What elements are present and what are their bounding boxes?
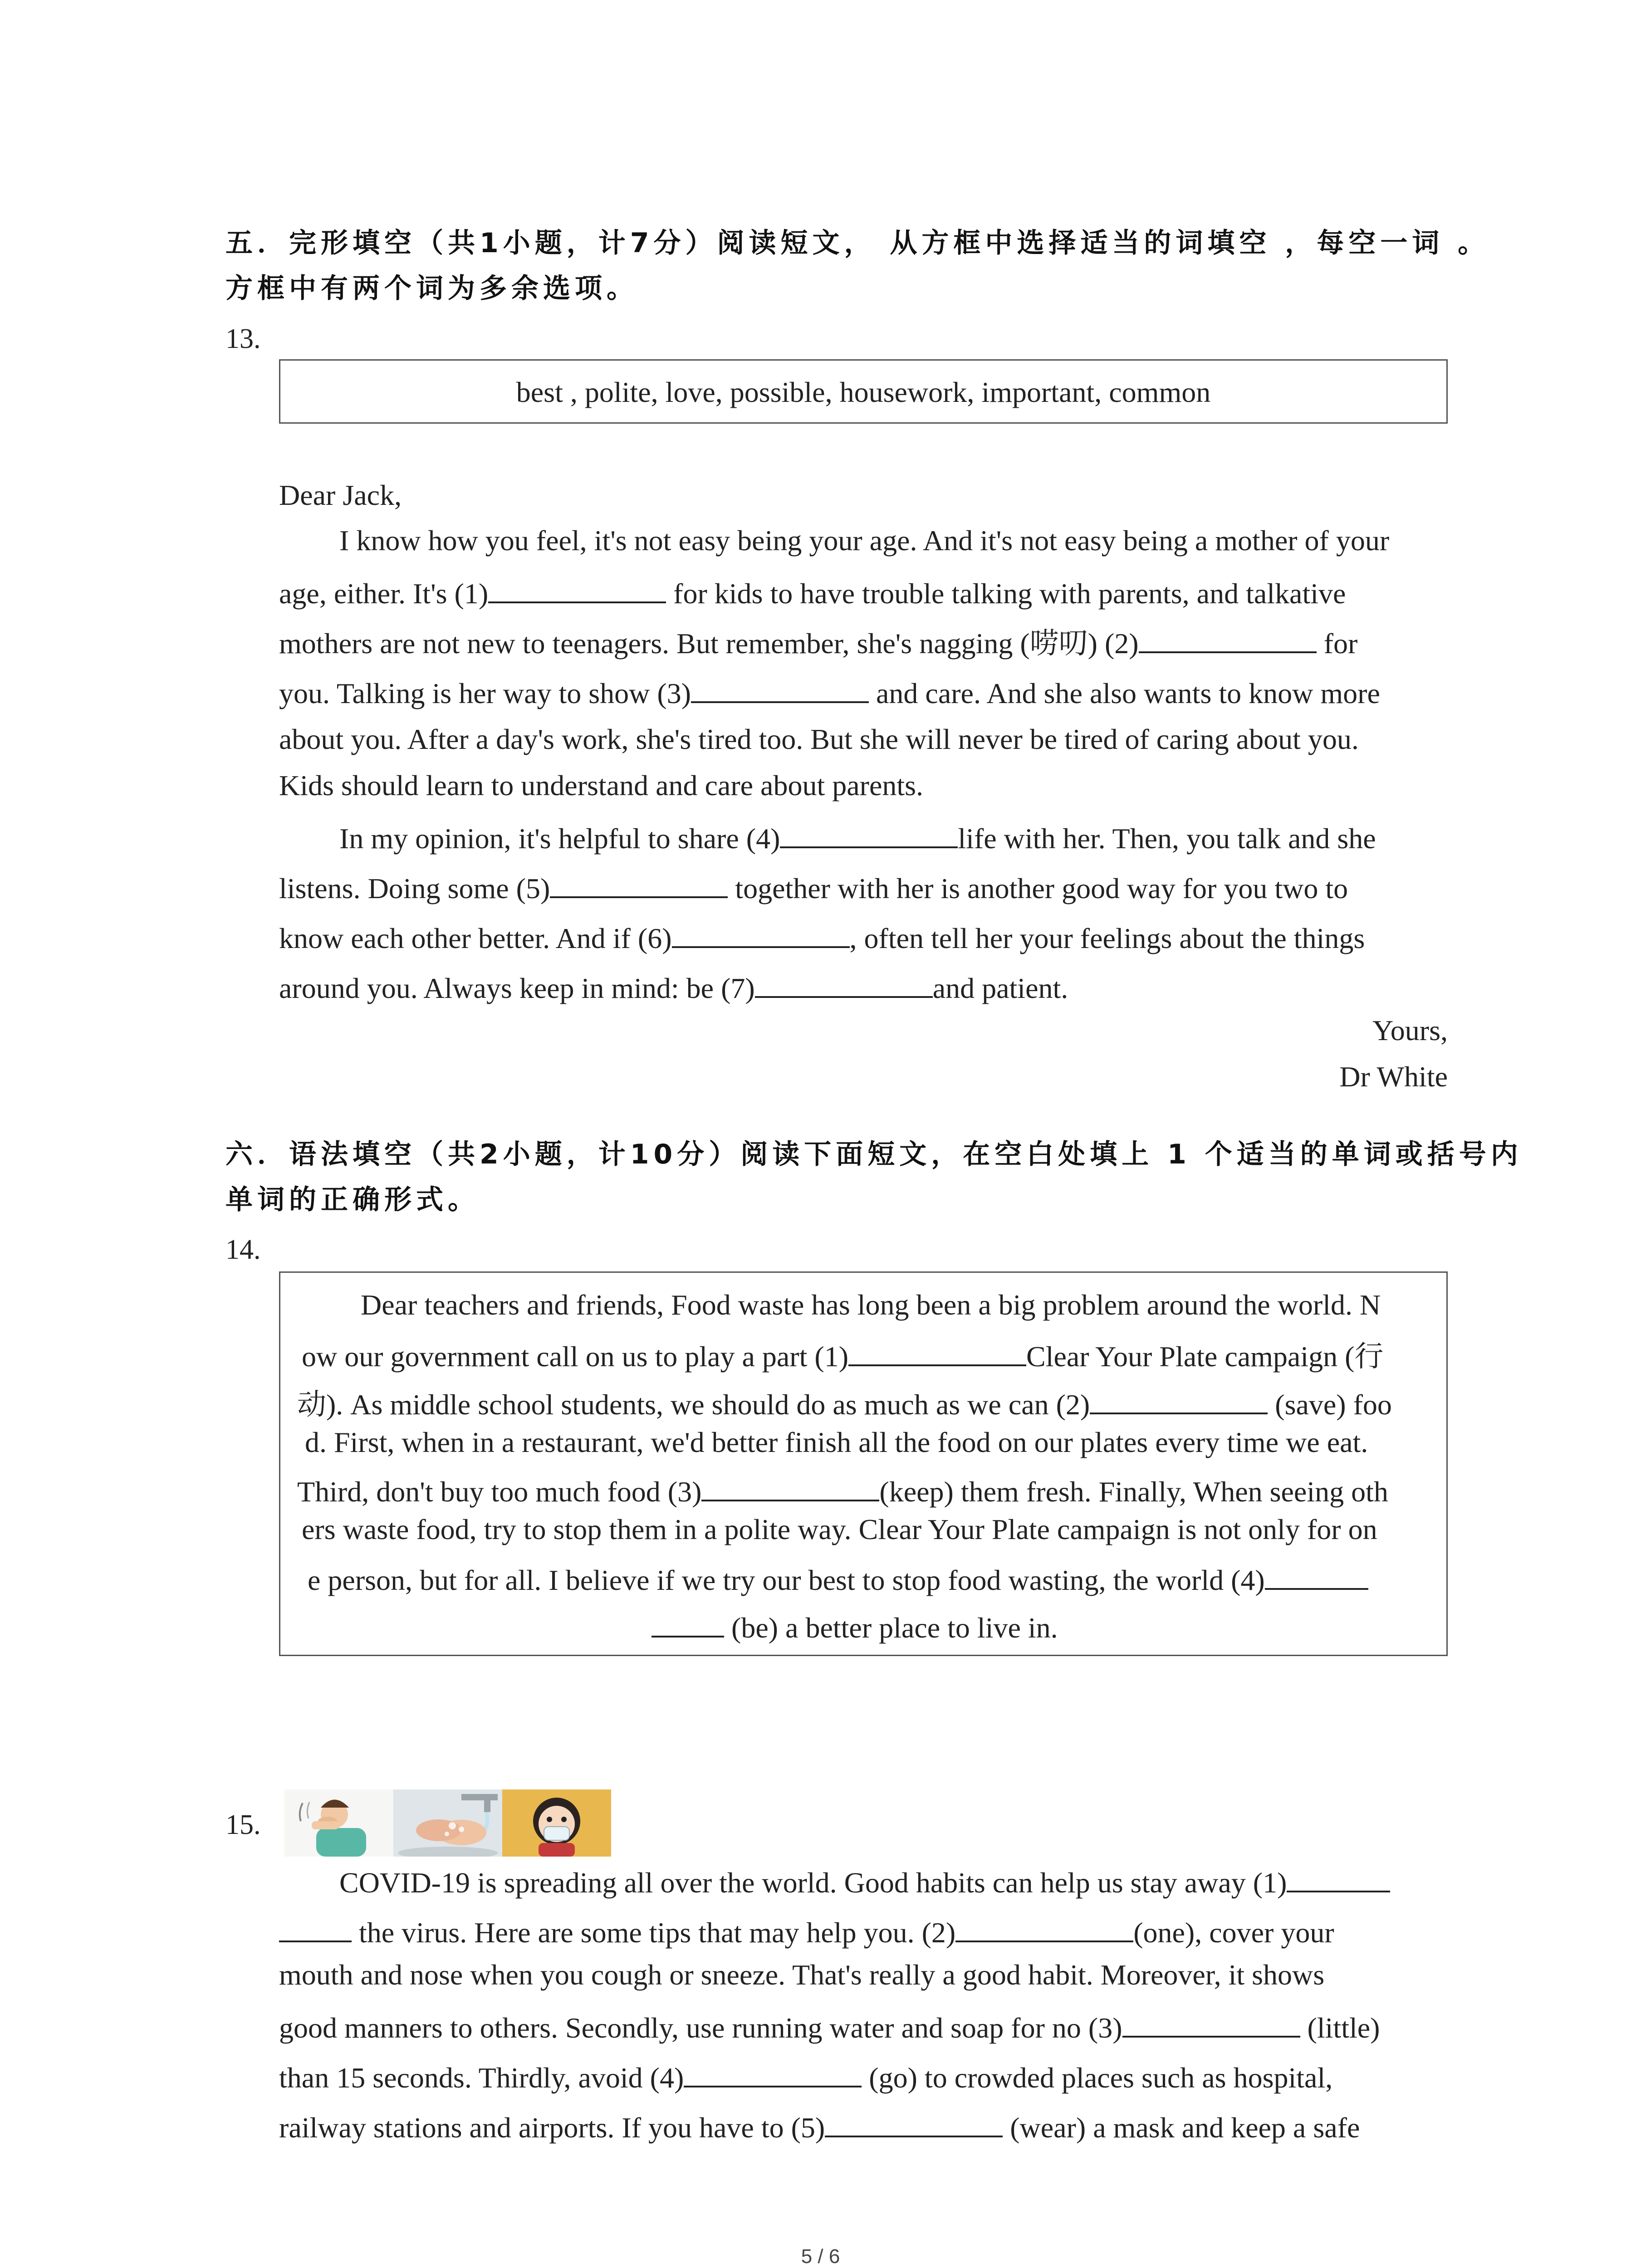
letter-p2-line2 [279, 871, 1348, 903]
letter-signature: Dr White [1339, 1061, 1448, 1093]
letter-p1-line1: I know how you feel, it's not easy being your age. And it's not easy being a mother of your [339, 524, 1390, 557]
section5-header-line2: 方框中有两个词为多余选项。 [225, 273, 638, 304]
section6-header-line2: 单词的正确形式。 [225, 1184, 480, 1216]
q14-line2 [302, 1339, 1383, 1371]
q15-line1 [339, 1865, 1390, 1897]
q14-line3 [297, 1387, 1392, 1419]
blank-6[interactable] [672, 921, 850, 948]
text-segment: railway stations and airports. If you have to (5) [279, 2112, 825, 2144]
text-segment: and care. And she also wants to know more [869, 677, 1380, 709]
letter-p2-line3 [279, 921, 1365, 953]
text-segment: life with her. Then, you talk and she [958, 822, 1376, 855]
letter-p1-line4 [279, 676, 1380, 708]
q14-blank-3[interactable] [701, 1474, 879, 1501]
blank-1[interactable] [488, 576, 666, 603]
letter-p1-line6: Kids should learn to understand and care about parents. [279, 769, 924, 802]
text-segment: together with her is another good way for you two to [728, 872, 1348, 904]
text-segment: Clear Your Plate campaign (行 [1026, 1340, 1384, 1373]
text-segment: ow our government call on us to play a part (1) [302, 1340, 848, 1373]
q14-blank-4a[interactable] [1265, 1563, 1368, 1590]
text-segment: know each other better. And if (6) [279, 922, 672, 954]
q15-blank-4[interactable] [684, 2060, 862, 2087]
letter-p1-line5: about you. After a day's work, she's tired too. But she will never be tired of caring about you. [279, 723, 1359, 755]
girl-mask-icon [502, 1789, 611, 1857]
girl-wearing-mask-image [502, 1789, 611, 1857]
letter-closing: Yours, [1372, 1014, 1448, 1046]
person-coughing-image [284, 1789, 393, 1857]
q14-line5 [297, 1474, 1388, 1506]
text-segment: 动). As middle school students, we should do as much as we can (2) [297, 1388, 1090, 1421]
blank-2[interactable] [1139, 626, 1317, 653]
q14-line1: Dear teachers and friends, Food waste has long been a big problem around the world. N [361, 1289, 1381, 1321]
word-choice-list: best , polite, love, possible, housework, important, common [516, 376, 1211, 408]
letter-p2-line1 [339, 821, 1376, 853]
person-coughing-icon [284, 1789, 393, 1857]
text-segment: e person, but for all. I believe if we try our best to stop food wasting, the world (4) [308, 1564, 1265, 1596]
text-segment: (little) [1300, 2012, 1380, 2044]
page-number: 5 / 6 [801, 2245, 840, 2268]
text-segment: the virus. Here are some tips that may help you. (2) [352, 1916, 956, 1949]
question-number-14: 14. [225, 1234, 261, 1265]
question-number-13: 13. [225, 323, 261, 354]
section5-header-line1: 五．完形填空（共1小题，计7分）阅读短文， 从方框中选择适当的词填空 ，每空一词 。 [225, 227, 1490, 259]
q14-line7 [308, 1563, 1368, 1595]
text-segment: and patient. [932, 972, 1068, 1004]
q14-blank-4b[interactable] [652, 1610, 724, 1637]
q15-line2 [279, 1915, 1334, 1947]
text-segment: listens. Doing some (5) [279, 872, 550, 904]
letter-greeting: Dear Jack, [279, 479, 402, 511]
q14-line6: ers waste food, try to stop them in a polite way. Clear Your Plate campaign is not only for on [302, 1513, 1377, 1545]
blank-4[interactable] [780, 821, 958, 848]
q14-line8 [652, 1610, 1058, 1642]
text-segment: Third, don't buy too much food (3) [297, 1476, 702, 1508]
text-segment: (wear) a mask and keep a safe [1003, 2112, 1360, 2144]
blank-7[interactable] [755, 971, 933, 998]
text-segment: , often tell her your feelings about the things [849, 922, 1365, 954]
q15-blank-3[interactable] [1122, 2010, 1300, 2038]
text-segment: In my opinion, it's helpful to share (4) [339, 822, 780, 855]
text-segment: age, either. It's (1) [279, 577, 489, 610]
text-segment: around you. Always keep in mind: be (7) [279, 972, 755, 1004]
q15-blank-1b[interactable] [279, 1915, 352, 1942]
blank-5[interactable] [550, 871, 728, 898]
section6-header-line1: 六．语法填空（共2小题，计10分）阅读下面短文，在空白处填上 1 个适当的单词或括号内 [225, 1139, 1523, 1170]
question-number-15: 15. [225, 1809, 261, 1840]
text-segment: for kids to have trouble talking with parents, and talkative [666, 577, 1346, 610]
text-segment: COVID-19 is spreading all over the world. Good habits can help us stay away (1) [339, 1867, 1287, 1899]
hand-washing-icon [393, 1789, 502, 1857]
hand-washing-image [393, 1789, 502, 1857]
letter-p1-line3 [279, 626, 1357, 658]
word-choice-box [279, 359, 1448, 424]
text-segment: for [1316, 627, 1358, 660]
q15-line4 [279, 2010, 1380, 2043]
letter-p2-line4 [279, 971, 1068, 1003]
text-segment: good manners to others. Secondly, use running water and soap for no (3) [279, 2012, 1122, 2044]
text-segment: (keep) them fresh. Finally, When seeing oth [879, 1476, 1388, 1508]
q15-line6 [279, 2110, 1360, 2142]
q15-blank-2[interactable] [955, 1915, 1133, 1942]
q14-line4: d. First, when in a restaurant, we'd better finish all the food on our plates every time we eat. [305, 1426, 1368, 1458]
q14-blank-1[interactable] [848, 1339, 1026, 1366]
text-segment: (be) a better place to live in. [724, 1612, 1058, 1644]
text-segment: (save) foo [1268, 1388, 1392, 1421]
text-segment: than 15 seconds. Thirdly, avoid (4) [279, 2062, 684, 2094]
q15-line3: mouth and nose when you cough or sneeze. That's really a good habit. Moreover, it shows [279, 1959, 1325, 1991]
q14-blank-2[interactable] [1090, 1387, 1268, 1414]
text-segment: (go) to crowded places such as hospital, [862, 2062, 1333, 2094]
q15-blank-1a[interactable] [1287, 1865, 1390, 1892]
q15-line5 [279, 2060, 1332, 2092]
blank-3[interactable] [691, 676, 869, 703]
text-segment: (one), cover your [1133, 1916, 1334, 1949]
q15-blank-5[interactable] [825, 2110, 1003, 2137]
q14-passage-box [279, 1271, 1448, 1656]
text-segment: mothers are not new to teenagers. But remember, she's nagging (唠叨) (2) [279, 627, 1139, 660]
text-segment: you. Talking is her way to show (3) [279, 677, 691, 709]
letter-p1-line2 [279, 576, 1346, 608]
